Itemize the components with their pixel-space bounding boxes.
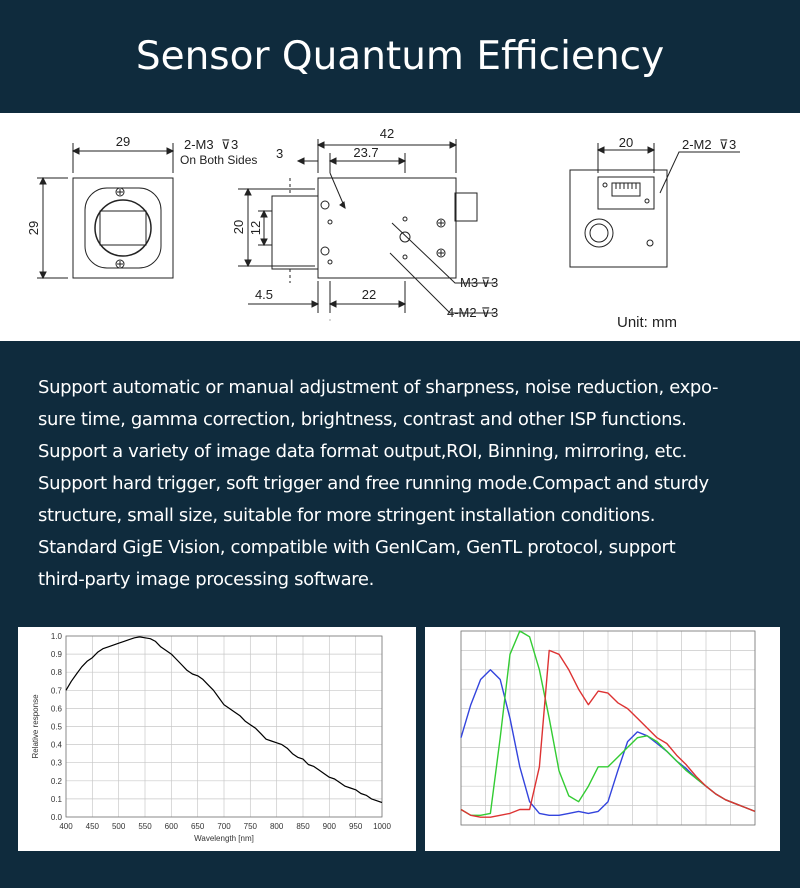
side-length-label: 42 [379,126,395,141]
rear-connector [455,193,477,221]
back-width-label: 20 [618,135,634,150]
front-height-label: 29 [26,220,41,236]
y-tick-label: 0.0 [50,813,62,822]
dimension-drawing-svg [0,113,800,341]
x-tick-label: 800 [269,822,284,831]
side-height-outer-label: 20 [231,219,246,235]
x-tick-label: 750 [243,822,258,831]
side-screw-hole-1 [321,201,329,209]
feature-description [38,372,773,596]
mono-qe-chart [18,627,416,851]
io-connector [585,219,613,247]
side-offset-label: 3 [276,146,284,161]
back-screw-depth-symbol: ⊽ [719,137,729,152]
y-tick-label: 0.2 [50,776,62,786]
color-qe-chart-svg [425,627,780,851]
side-left-offset-label: 4.5 [254,287,274,302]
screw-note-line2: On Both Sides [180,153,258,167]
callout-m3-depth-symbol: ⊽ [481,275,491,290]
status-led [647,240,653,246]
description-line: Support hard trigger, soft trigger and free running mode.Compact and sturdy [38,473,709,494]
sensor-window [100,211,146,245]
x-tick-label: 600 [164,822,179,831]
x-tick-label: 400 [59,822,73,831]
ethernet-port [598,177,654,209]
screw-note-depth-symbol: ⊽ [221,137,231,152]
callout-m3-label: M3 [460,275,479,290]
x-tick-label: 450 [85,822,100,831]
description-line: Support automatic or manual adjustment of sharpness, noise reduction, expo- [38,377,719,398]
x-tick-label: 900 [322,822,337,831]
screw-note-depth: 3 [231,137,239,152]
x-tick-label: 700 [217,822,231,831]
back-view [570,143,740,267]
y-tick-label: 0.7 [50,686,62,696]
back-screw-depth: 3 [729,137,737,152]
mono-qe-chart-svg [18,627,416,851]
back-view-body [570,170,667,267]
callout-4m2-depth-symbol: ⊽ [481,305,491,320]
y-tick-label: 1.0 [50,632,62,641]
x-axis-label: Wavelength [nm] [194,834,254,843]
description-line: structure, small size, suitable for more stringent installation conditions. [38,505,656,526]
y-tick-label: 0.8 [50,668,62,678]
x-tick-label: 950 [348,822,363,831]
description-line: sure time, gamma correction, brightness, contrast and other ISP functions. [38,409,687,430]
screw-note-line1: 2-M3 [184,137,214,152]
front-width-label: 29 [115,134,131,149]
y-axis-label: Relative response [31,694,40,759]
lens-mount-ring [95,200,151,256]
x-tick-label: 1000 [373,822,391,831]
x-tick-label: 850 [296,822,310,831]
page-title: Sensor Quantum Efficiency [135,34,665,79]
x-tick-label: 500 [111,822,126,831]
side-screw-hole-2 [321,247,329,255]
callout-4m2-label: 4-M2 [447,305,477,320]
x-tick-label: 550 [138,822,152,831]
y-tick-label: 0.4 [50,740,62,750]
side-m3-hole [400,232,410,242]
y-tick-label: 0.3 [50,758,62,768]
front-view-body [73,178,173,278]
description-line: Support a variety of image data format output,ROI, Binning, mirroring, etc. [38,441,687,462]
y-tick-label: 0.5 [50,722,62,732]
unit-label: Unit: mm [617,314,677,331]
y-tick-label: 0.6 [50,704,62,714]
back-screw-label: 2-M2 [682,137,712,152]
side-height-inner-label: 12 [248,220,263,236]
side-mount-label: 23.7 [353,145,379,160]
x-tick-label: 650 [190,822,205,831]
callout-m3-depth: 3 [491,275,499,290]
front-view [37,143,173,278]
y-tick-label: 0.1 [50,794,62,804]
side-bottom-spacing-label: 22 [361,287,377,302]
description-line: third-party image processing software. [38,569,374,590]
callout-4m2-depth: 3 [491,305,499,320]
description-line: Standard GigE Vision, compatible with GenICam, GenTL protocol, support [38,537,676,558]
color-qe-chart [425,627,780,851]
lens-mount-flange [272,196,318,269]
y-tick-label: 0.9 [50,650,62,660]
dimension-drawing [0,113,800,341]
